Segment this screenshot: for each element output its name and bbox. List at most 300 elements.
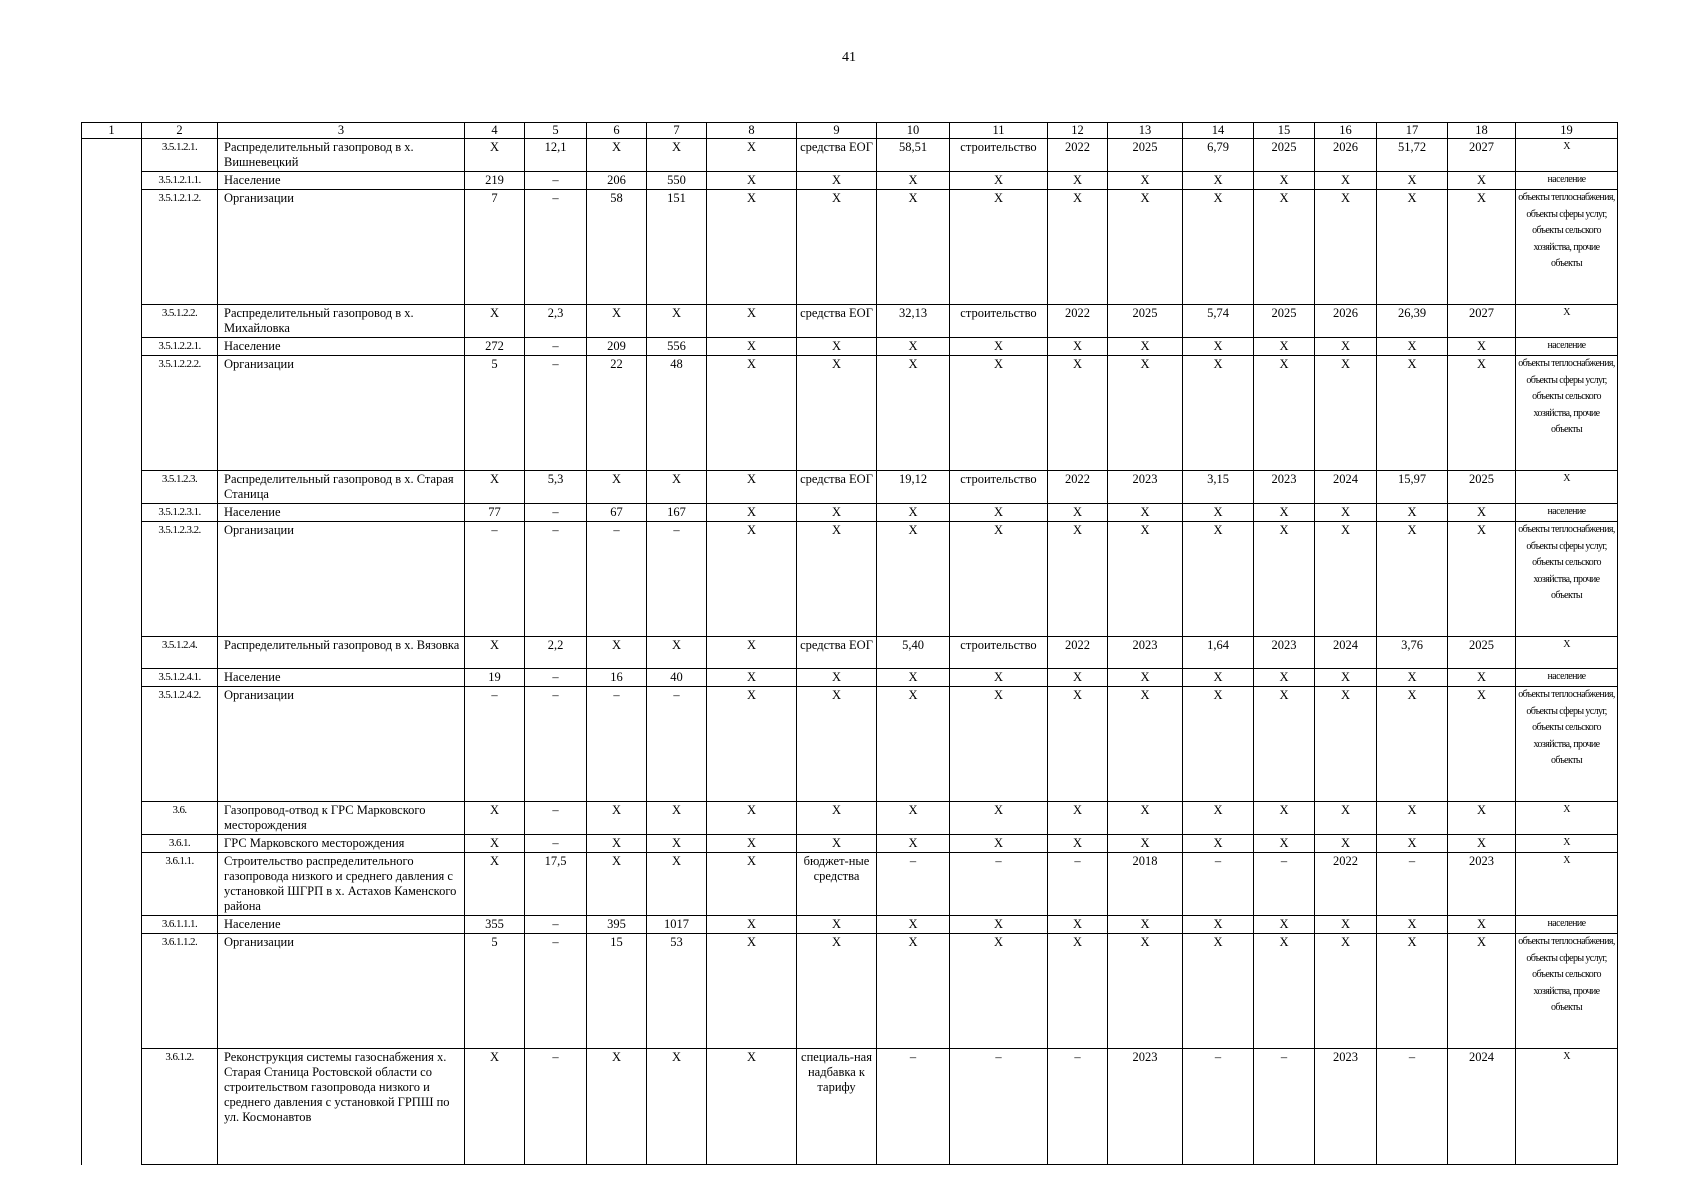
table-row	[82, 522, 1618, 637]
table-cell: 2025	[1448, 471, 1516, 504]
table-cell: 5	[465, 356, 525, 471]
column-number-4: 4	[465, 123, 525, 139]
table-cell: Х	[465, 305, 525, 338]
table-cell: Х	[797, 356, 877, 471]
column-number-7: 7	[647, 123, 707, 139]
table-cell: Х	[1048, 916, 1108, 934]
column-number-14: 14	[1183, 123, 1254, 139]
table-cell: Х	[1448, 687, 1516, 802]
column-number-8: 8	[707, 123, 797, 139]
table-cell: Х	[1516, 835, 1618, 853]
table-cell: 2022	[1048, 305, 1108, 338]
table-cell: Х	[1048, 504, 1108, 522]
table-cell: Х	[707, 934, 797, 1049]
table-cell: –	[525, 190, 587, 305]
table-cell: объекты теплоснабжения, объекты сферы услуг, объекты сельского хозяйства, прочие объекты	[1516, 522, 1618, 637]
table-cell: Х	[950, 338, 1048, 356]
table-cell: Х	[797, 172, 877, 190]
table-cell: Х	[950, 669, 1048, 687]
table-cell: Х	[877, 687, 950, 802]
table-cell: Х	[1254, 916, 1315, 934]
table-cell: Х	[797, 669, 877, 687]
row-name-cell: Население	[218, 504, 465, 522]
table-cell: Х	[1377, 356, 1448, 471]
table-cell: 2026	[1315, 305, 1377, 338]
table-cell: Х	[1315, 916, 1377, 934]
table-cell: средства ЕОГ	[797, 637, 877, 669]
row-number-cell: 3.6.1.2.	[142, 1049, 218, 1165]
table-cell: Х	[1183, 835, 1254, 853]
table-cell: Х	[877, 504, 950, 522]
table-cell: –	[525, 916, 587, 934]
row-number-cell: 3.5.1.2.2.2.	[142, 356, 218, 471]
table-cell: –	[525, 172, 587, 190]
table-cell: Х	[1377, 934, 1448, 1049]
table-cell: 1,64	[1183, 637, 1254, 669]
table-cell: Х	[707, 356, 797, 471]
table-cell: Х	[587, 835, 647, 853]
table-cell: Х	[647, 853, 707, 916]
table-cell: Х	[1048, 669, 1108, 687]
table-cell: Х	[1377, 190, 1448, 305]
table-cell: Х	[1183, 356, 1254, 471]
table-cell: 2027	[1448, 305, 1516, 338]
table-cell: 2023	[1254, 471, 1315, 504]
table-cell: Х	[877, 835, 950, 853]
table-cell: 2027	[1448, 139, 1516, 172]
table-cell: Х	[877, 338, 950, 356]
column-number-5: 5	[525, 123, 587, 139]
table-cell: средства ЕОГ	[797, 139, 877, 172]
column-1-cell	[82, 139, 142, 1165]
row-number-cell: 3.5.1.2.3.2.	[142, 522, 218, 637]
table-cell: Х	[1377, 687, 1448, 802]
table-cell: Х	[1315, 356, 1377, 471]
table-cell: Х	[877, 934, 950, 1049]
table-cell: –	[1048, 1049, 1108, 1165]
table-cell: население	[1516, 916, 1618, 934]
row-number-cell: 3.6.1.	[142, 835, 218, 853]
table-cell: Х	[707, 687, 797, 802]
table-cell: Х	[1108, 338, 1183, 356]
column-number-3: 3	[218, 123, 465, 139]
table-cell: –	[1254, 853, 1315, 916]
table-cell: Х	[1448, 504, 1516, 522]
table-cell: 1017	[647, 916, 707, 934]
table-cell: –	[525, 1049, 587, 1165]
table-cell: Х	[1315, 669, 1377, 687]
table-cell: Х	[1048, 356, 1108, 471]
table-cell: Х	[707, 669, 797, 687]
table-cell: население	[1516, 172, 1618, 190]
table-cell: Х	[1254, 669, 1315, 687]
table-row	[82, 139, 1618, 172]
table-cell: Х	[1048, 934, 1108, 1049]
table-cell: Х	[707, 853, 797, 916]
table-cell: Х	[647, 471, 707, 504]
table-cell: Х	[1108, 356, 1183, 471]
row-number-cell: 3.5.1.2.4.1.	[142, 669, 218, 687]
table-cell: 7	[465, 190, 525, 305]
table-cell: Х	[1315, 504, 1377, 522]
table-cell: Х	[1183, 669, 1254, 687]
table-cell: –	[587, 687, 647, 802]
table-cell: –	[525, 687, 587, 802]
table-cell: Х	[1448, 669, 1516, 687]
table-cell: Х	[950, 504, 1048, 522]
table-cell: Х	[1315, 802, 1377, 835]
table-cell: 2,3	[525, 305, 587, 338]
table-cell: строительство	[950, 139, 1048, 172]
table-cell: –	[1183, 853, 1254, 916]
table-row	[82, 504, 1618, 522]
row-number-cell: 3.6.1.1.	[142, 853, 218, 916]
table-cell: Х	[1516, 305, 1618, 338]
table-cell: 2,2	[525, 637, 587, 669]
table-cell: Х	[1254, 835, 1315, 853]
table-cell: Х	[1254, 356, 1315, 471]
table-cell: –	[1377, 1049, 1448, 1165]
table-cell: Х	[877, 190, 950, 305]
row-name-cell: Организации	[218, 934, 465, 1049]
table-cell: –	[525, 934, 587, 1049]
table-cell: Х	[707, 1049, 797, 1165]
table-cell: Х	[587, 802, 647, 835]
table-cell: 17,5	[525, 853, 587, 916]
table-cell: Х	[1108, 669, 1183, 687]
table-cell: Х	[950, 934, 1048, 1049]
table-cell: –	[525, 504, 587, 522]
table-cell: Х	[1254, 687, 1315, 802]
table-cell: Х	[1108, 522, 1183, 637]
table-cell: –	[525, 338, 587, 356]
table-cell: Х	[1315, 934, 1377, 1049]
table-cell: –	[1183, 1049, 1254, 1165]
table-cell: Х	[1183, 190, 1254, 305]
table-row	[82, 934, 1618, 1049]
table-cell: строительство	[950, 305, 1048, 338]
table-cell: 2023	[1108, 637, 1183, 669]
row-name-cell: Население	[218, 669, 465, 687]
table-cell: Х	[1377, 669, 1448, 687]
table-cell: Х	[707, 305, 797, 338]
table-cell: –	[647, 522, 707, 637]
table-cell: –	[525, 835, 587, 853]
column-number-10: 10	[877, 123, 950, 139]
table-row	[82, 637, 1618, 669]
table-cell: 48	[647, 356, 707, 471]
table-cell: Х	[707, 504, 797, 522]
table-cell: 2023	[1448, 853, 1516, 916]
table-cell: строительство	[950, 637, 1048, 669]
table-cell: 2023	[1254, 637, 1315, 669]
table-cell: –	[950, 1049, 1048, 1165]
table-cell: Х	[950, 522, 1048, 637]
column-number-13: 13	[1108, 123, 1183, 139]
table-cell: Х	[707, 637, 797, 669]
table-cell: 2023	[1108, 1049, 1183, 1165]
table-cell: Х	[1108, 190, 1183, 305]
table-cell: Х	[950, 802, 1048, 835]
table-cell: Х	[1315, 687, 1377, 802]
table-cell: 209	[587, 338, 647, 356]
table-cell: Х	[1048, 802, 1108, 835]
table-row	[82, 835, 1618, 853]
table-cell: Х	[797, 687, 877, 802]
table-cell: Х	[1183, 916, 1254, 934]
table-cell: 40	[647, 669, 707, 687]
table-cell: Х	[647, 305, 707, 338]
column-number-row	[82, 123, 1618, 139]
table-cell: Х	[950, 916, 1048, 934]
table-cell: Х	[587, 139, 647, 172]
row-name-cell: Организации	[218, 522, 465, 637]
row-name-cell: Распределительный газопровод в х. Михайловка	[218, 305, 465, 338]
table-cell: 58	[587, 190, 647, 305]
table-cell: –	[1048, 853, 1108, 916]
table-cell: Х	[707, 471, 797, 504]
column-number-16: 16	[1315, 123, 1377, 139]
table-cell: Х	[1183, 802, 1254, 835]
table-cell: Х	[1377, 522, 1448, 637]
table-row	[82, 1049, 1618, 1165]
table-cell: –	[647, 687, 707, 802]
table-cell: Х	[647, 637, 707, 669]
table-cell: 32,13	[877, 305, 950, 338]
table-row	[82, 338, 1618, 356]
table-cell: Х	[797, 916, 877, 934]
table-cell: объекты теплоснабжения, объекты сферы услуг, объекты сельского хозяйства, прочие объекты	[1516, 687, 1618, 802]
table-cell: 67	[587, 504, 647, 522]
table-cell: 2022	[1048, 139, 1108, 172]
table-cell: Х	[647, 139, 707, 172]
column-number-19: 19	[1516, 123, 1618, 139]
table-cell: 167	[647, 504, 707, 522]
table-cell: Х	[1108, 802, 1183, 835]
table-cell: Х	[587, 471, 647, 504]
row-name-cell: Распределительный газопровод в х. Вязовка	[218, 637, 465, 669]
table-row	[82, 853, 1618, 916]
table-cell: Х	[797, 835, 877, 853]
row-name-cell: Население	[218, 338, 465, 356]
table-cell: Х	[587, 637, 647, 669]
table-cell: Х	[465, 637, 525, 669]
table-cell: 19,12	[877, 471, 950, 504]
table-cell: Х	[1448, 522, 1516, 637]
table-cell: 22	[587, 356, 647, 471]
table-cell: 219	[465, 172, 525, 190]
row-number-cell: 3.5.1.2.1.1.	[142, 172, 218, 190]
row-number-cell: 3.6.	[142, 802, 218, 835]
table-cell: Х	[950, 190, 1048, 305]
table-cell: –	[525, 802, 587, 835]
table-cell: Х	[1448, 356, 1516, 471]
table-cell: Х	[877, 669, 950, 687]
table-cell: население	[1516, 504, 1618, 522]
table-cell: Х	[1377, 504, 1448, 522]
table-cell: Х	[877, 522, 950, 637]
table-cell: Х	[1448, 835, 1516, 853]
table-cell: –	[465, 522, 525, 637]
table-cell: Х	[1254, 338, 1315, 356]
table-cell: Х	[950, 687, 1048, 802]
table-row	[82, 669, 1618, 687]
table-cell: 16	[587, 669, 647, 687]
table-cell: Х	[1048, 835, 1108, 853]
column-number-6: 6	[587, 123, 647, 139]
table-cell: Х	[707, 139, 797, 172]
table-cell: 77	[465, 504, 525, 522]
row-name-cell: Организации	[218, 687, 465, 802]
table-cell: 2023	[1108, 471, 1183, 504]
table-cell: средства ЕОГ	[797, 471, 877, 504]
row-name-cell: Организации	[218, 190, 465, 305]
table-cell: Х	[1448, 934, 1516, 1049]
row-name-cell: Распределительный газопровод в х. Вишневецкий	[218, 139, 465, 172]
row-number-cell: 3.6.1.1.1.	[142, 916, 218, 934]
table-cell: –	[1377, 853, 1448, 916]
row-number-cell: 3.5.1.2.2.	[142, 305, 218, 338]
table-cell: –	[525, 669, 587, 687]
table-cell: Х	[1183, 172, 1254, 190]
table-cell: Х	[1254, 172, 1315, 190]
table-cell: Х	[465, 835, 525, 853]
table-cell: Х	[1315, 172, 1377, 190]
column-number-17: 17	[1377, 123, 1448, 139]
row-name-cell: Население	[218, 172, 465, 190]
table-cell: 19	[465, 669, 525, 687]
table-cell: 5,74	[1183, 305, 1254, 338]
table-cell: Х	[797, 934, 877, 1049]
table-cell: 2018	[1108, 853, 1183, 916]
table-cell: Х	[1108, 172, 1183, 190]
table-cell: 355	[465, 916, 525, 934]
table-cell: 206	[587, 172, 647, 190]
table-cell: 3,76	[1377, 637, 1448, 669]
table-cell: Х	[1183, 687, 1254, 802]
table-cell: Х	[1254, 802, 1315, 835]
table-cell: Х	[1108, 916, 1183, 934]
table-cell: –	[877, 853, 950, 916]
table-cell: Х	[1048, 687, 1108, 802]
column-number-15: 15	[1254, 123, 1315, 139]
table-cell: 5	[465, 934, 525, 1049]
table-cell: Х	[1448, 338, 1516, 356]
table-cell: Х	[1315, 190, 1377, 305]
row-name-cell: Газопровод-отвод к ГРС Марковского месторождения	[218, 802, 465, 835]
table-cell: Х	[1048, 522, 1108, 637]
table-cell: Х	[1183, 504, 1254, 522]
column-number-12: 12	[1048, 123, 1108, 139]
table-cell: Х	[1254, 934, 1315, 1049]
table-cell: –	[525, 522, 587, 637]
table-cell: Х	[1448, 916, 1516, 934]
table-cell: Х	[465, 471, 525, 504]
table-cell: Х	[1315, 338, 1377, 356]
table-cell: Х	[797, 338, 877, 356]
table-cell: Х	[1254, 190, 1315, 305]
table-cell: 58,51	[877, 139, 950, 172]
row-name-cell: Распределительный газопровод в х. Старая Станица	[218, 471, 465, 504]
row-number-cell: 3.5.1.2.3.1.	[142, 504, 218, 522]
table-cell: Х	[1516, 139, 1618, 172]
table-cell: Х	[707, 190, 797, 305]
table-cell: Х	[1048, 172, 1108, 190]
table-row	[82, 687, 1618, 802]
row-number-cell: 3.5.1.2.4.	[142, 637, 218, 669]
table-cell: население	[1516, 669, 1618, 687]
table-cell: средства ЕОГ	[797, 305, 877, 338]
table-cell: Х	[797, 522, 877, 637]
table-cell: Х	[950, 356, 1048, 471]
table-cell: 2025	[1254, 139, 1315, 172]
table-row	[82, 802, 1618, 835]
table-cell: Х	[950, 172, 1048, 190]
column-number-2: 2	[142, 123, 218, 139]
table-cell: –	[465, 687, 525, 802]
table-cell: Х	[1108, 687, 1183, 802]
table-cell: Х	[1516, 1049, 1618, 1165]
table-cell: 2025	[1448, 637, 1516, 669]
table-cell: 2026	[1315, 139, 1377, 172]
data-table	[81, 122, 1618, 1165]
row-name-cell: Население	[218, 916, 465, 934]
table-cell: 272	[465, 338, 525, 356]
table-cell: Х	[950, 835, 1048, 853]
table-row	[82, 190, 1618, 305]
table-cell: –	[525, 356, 587, 471]
page-number: 41	[842, 50, 856, 65]
column-number-1: 1	[82, 123, 142, 139]
table-cell: 556	[647, 338, 707, 356]
table-row	[82, 305, 1618, 338]
table-row	[82, 356, 1618, 471]
column-number-9: 9	[797, 123, 877, 139]
table-cell: Х	[1108, 835, 1183, 853]
row-number-cell: 3.5.1.2.1.	[142, 139, 218, 172]
table-cell: 2024	[1315, 471, 1377, 504]
table-cell: Х	[1315, 522, 1377, 637]
table-cell: 3,15	[1183, 471, 1254, 504]
table-cell: 6,79	[1183, 139, 1254, 172]
table-cell: Х	[707, 835, 797, 853]
table-cell: Х	[1254, 522, 1315, 637]
table-cell: Х	[1108, 934, 1183, 1049]
table-cell: Х	[1377, 835, 1448, 853]
table-cell: –	[877, 1049, 950, 1165]
row-number-cell: 3.6.1.1.2.	[142, 934, 218, 1049]
table-cell: 5,3	[525, 471, 587, 504]
table-cell: Х	[587, 1049, 647, 1165]
table-cell: Х	[465, 802, 525, 835]
row-name-cell: Организации	[218, 356, 465, 471]
row-name-cell: Строительство распределительного газопровода низкого и среднего давления с установкой ШГРП в х. Астахов Каменского района	[218, 853, 465, 916]
table-cell: Х	[465, 1049, 525, 1165]
table-cell: 53	[647, 934, 707, 1049]
table-cell: Х	[647, 1049, 707, 1165]
table-cell: объекты теплоснабжения, объекты сферы услуг, объекты сельского хозяйства, прочие объекты	[1516, 190, 1618, 305]
table-cell: Х	[1377, 172, 1448, 190]
table-cell: Х	[587, 853, 647, 916]
table-cell: 2023	[1315, 1049, 1377, 1165]
table-cell: 2025	[1108, 139, 1183, 172]
table-cell: 2025	[1108, 305, 1183, 338]
table-cell: 2022	[1048, 637, 1108, 669]
table-cell: Х	[465, 853, 525, 916]
table-cell: Х	[1448, 802, 1516, 835]
table-cell: Х	[1108, 504, 1183, 522]
table-cell: бюджет-ные средства	[797, 853, 877, 916]
